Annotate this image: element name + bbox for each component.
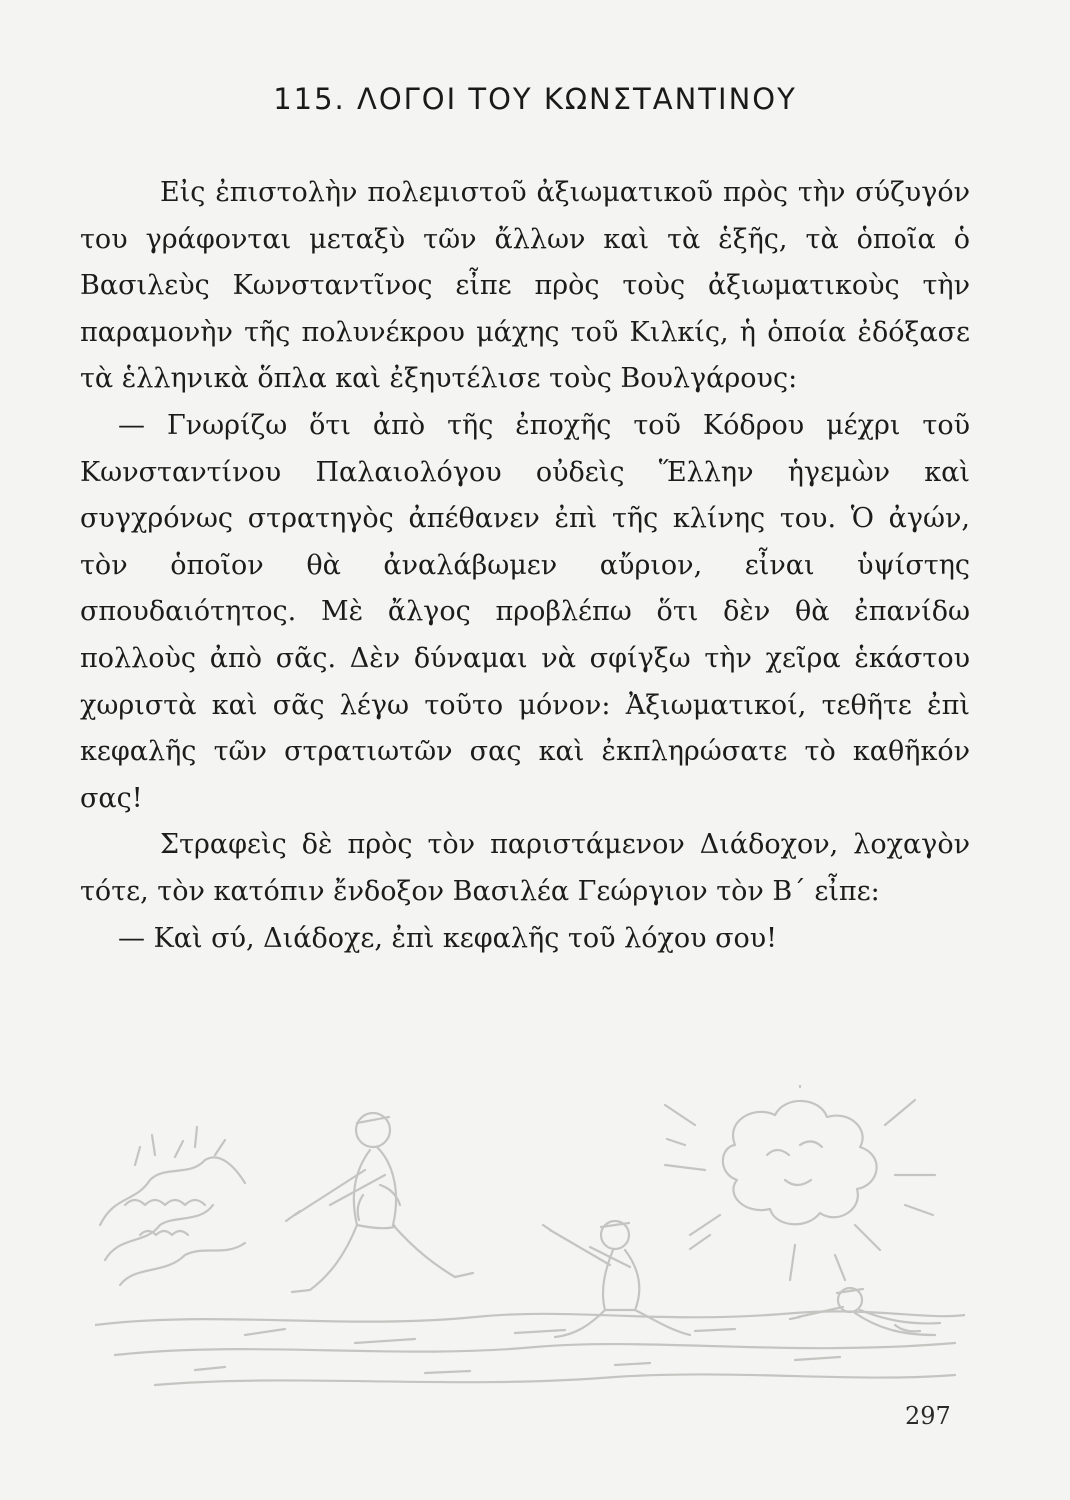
paragraph-intro: Εἰς ἐπιστολὴν πολεμιστοῦ ἀξιωματικοῦ πρὸς τὴν σύζυγόν του γράφονται μεταξὺ τῶν ἄλλων καὶ τὰ ἑξῆς, τὰ ὁποῖα ὁ Βασιλεὺς Κωνσταντῖνος εἶπε πρὸς τοὺς ἀξιωματικοὺς τὴν παραμονὴν τῆς πολυνέκρου μάχης τοῦ Κιλκίς, ἡ ὁποία ἐδόξασε τὰ ἑλληνικὰ ὅπλα καὶ ἐξηυτέλισε τοὺς Βουλγάρους: — [80, 177, 970, 395]
text-body — [80, 170, 970, 962]
battle-illustration — [95, 1085, 965, 1395]
paragraph-narration: Στραφεὶς δὲ πρὸς τὸν παριστάμενον Διάδοχον, λοχαγὸν τότε, τὸν κατόπιν ἔνδοξον Βασιλέα Γεώργιον τὸν Β΄ εἶπε: — [80, 829, 970, 907]
explosion-cloud-icon — [665, 1085, 935, 1280]
bush-left-icon — [100, 1127, 245, 1285]
paragraph-speech: — Γνωρίζω ὅτι ἀπὸ τῆς ἐποχῆς τοῦ Κόδρου μέχρι τοῦ Κωνσταντίνου Παλαιολόγου οὐδεὶς Ἕλλην ἡγεμὼν καὶ συγχρόνως στρατηγὸς ἀπέθανεν ἐπὶ τῆς κλίνης του. Ὁ ἀγών, τὸν ὁποῖον θὰ ἀναλάβωμεν αὔριον, εἶναι ὑψίστης σπουδαιότητος. Μὲ ἄλγος προβλέπω ὅτι δὲν θὰ ἐπανίδω πολλοὺς ἀπὸ σᾶς. Δὲν δύναμαι νὰ σφίγξω τὴν χεῖρα ἑκάστου χωριστὰ καὶ σᾶς λέγω τοῦτο μόνον: Ἀξιωματικοί, τεθῆτε ἐπὶ κεφαλῆς τῶν στρατιωτῶν σας καὶ ἐκπληρώσατε τὸ καθῆκόν σας! — [80, 409, 970, 814]
soldier-kneeling-icon — [543, 1221, 690, 1337]
page-number: 297 — [905, 1402, 951, 1430]
soldier-running-icon — [286, 1113, 473, 1292]
ground-lines-icon — [95, 1311, 965, 1385]
page-title: 115. ΛΟΓΟΙ ΤΟΥ ΚΩΝΣΤΑΝΤΙΝΟΥ — [273, 82, 797, 116]
paragraph-closing-line: — Καὶ σύ, Διάδοχε, ἐπὶ κεφαλῆς τοῦ λόχου σου! — [118, 922, 778, 954]
